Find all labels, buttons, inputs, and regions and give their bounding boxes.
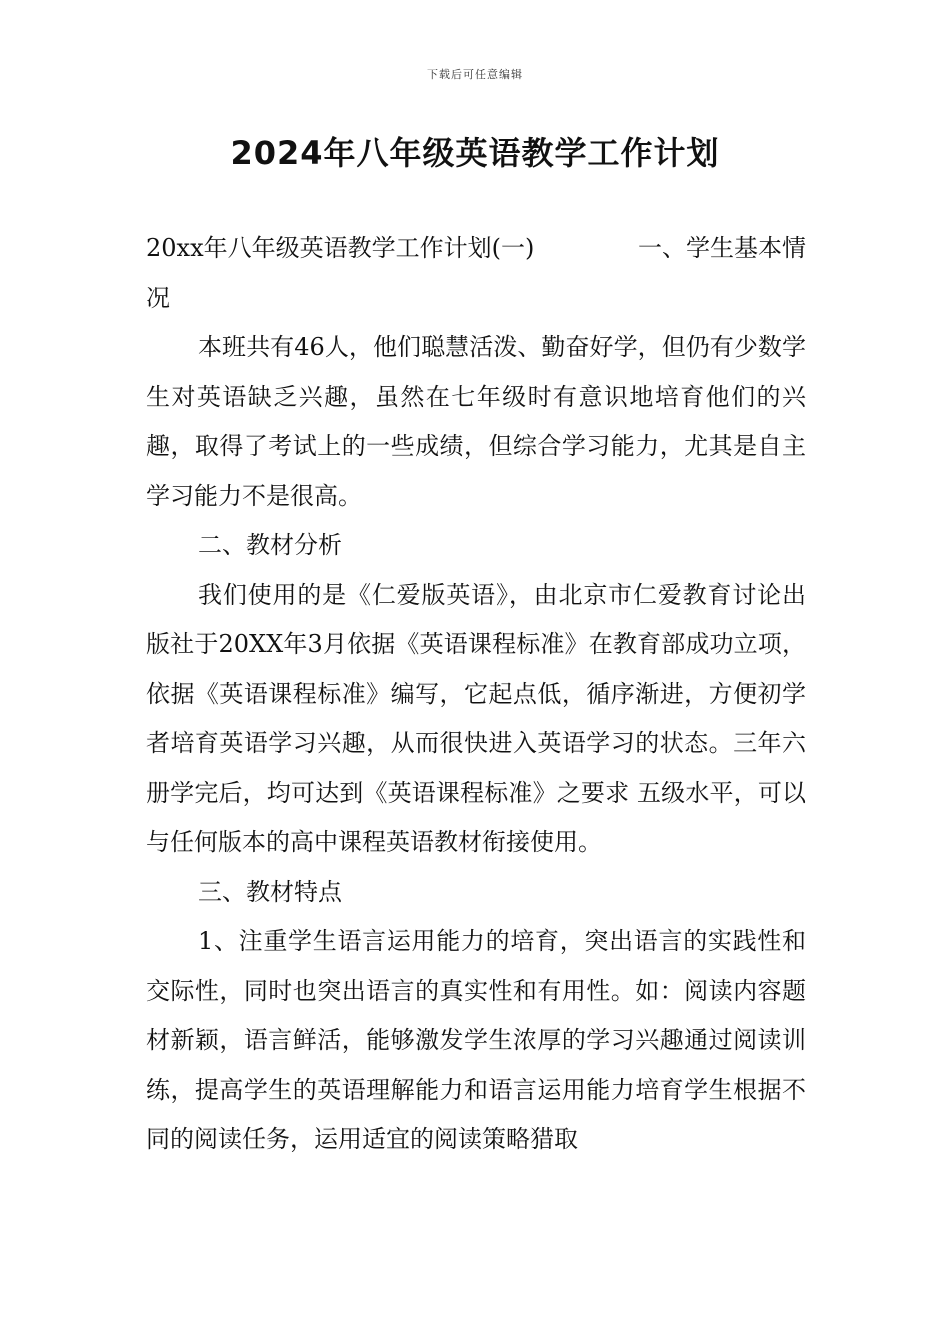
document-title: 2024年八年级英语教学工作计划 [230,134,720,172]
section-heading-textbook-features: 三、教材特点 [198,877,342,906]
intro-line [146,224,806,274]
page-header-note: 下载后可任意编辑 [427,68,523,81]
paragraph-student-situation: 本班共有46人，他们聪慧活泼、勤奋好学，但仍有少数学生对英语缺乏兴趣，虽然在七年级时有意识地培育他们的兴趣，取得了考试上的一些成绩，但综合学习能力，尤其是自主学习能力不是很高。 [146,333,806,510]
paragraph-textbook-analysis: 我们使用的是《仁爱版英语》，由北京市仁爱教育讨论出版社于20XX年3月依据《英语课程标准》在教育部成功立项，依据《英语课程标准》编写，它起点低，循序渐进，方便初学者培育英语学习兴趣，从而很快进入英语学习的状态。三年六册学完后，均可达到《英语课程标准》之要求 五级水平，可以与任何版本的高中课程英语教材衔接使用。 [146,580,806,856]
section-heading-students-wrap: 况 [146,283,170,312]
section-heading-students: 一、学生基本情 [638,234,806,262]
intro-plan-heading: 20xx年八年级英语教学工作计划(一) [146,234,535,262]
section-heading-textbook-analysis: 二、教材分析 [198,531,342,559]
paragraph-feature-1: 1、注重学生语言运用能力的培育，突出语言的实践性和交际性，同时也突出语言的真实性和有用性。如：阅读内容题材新颖，语言鲜活，能够激发学生浓厚的学习兴趣通过阅读训练，提高学生的英语理解能力和语言运用能力培育学生根据不同的阅读任务，运用适宜的阅读策略猎取 [146,927,806,1153]
document-body [146,224,806,1165]
